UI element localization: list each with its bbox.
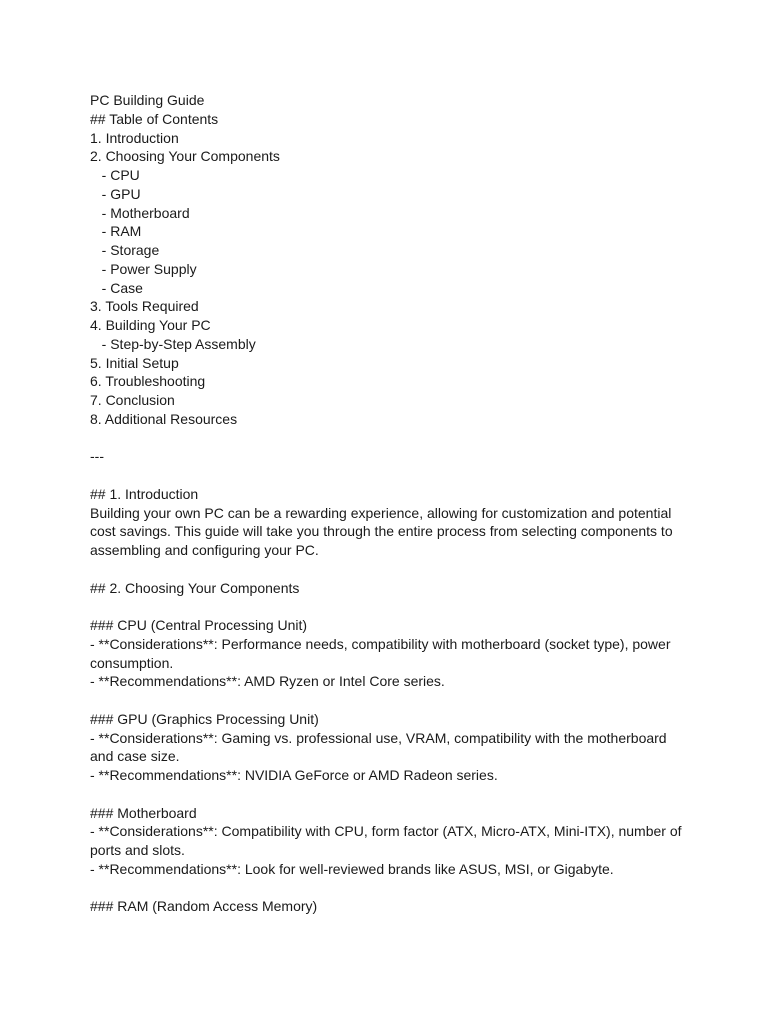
spacer <box>90 560 690 579</box>
motherboard-heading: ### Motherboard <box>90 804 197 821</box>
table-of-contents <box>90 129 690 429</box>
spacer <box>90 691 690 710</box>
toc-heading: ## Table of Contents <box>90 110 219 127</box>
cpu-heading: ### CPU (Central Processing Unit) <box>90 617 308 633</box>
components-heading: ## 2. Choosing Your Components <box>90 579 300 596</box>
gpu-heading: ### GPU (Graphics Processing Unit) <box>90 710 319 727</box>
motherboard-recommendations: - **Recommendations**: Look for well-reviewed brands like ASUS, MSI, or Gigabyte. <box>90 860 614 877</box>
intro-paragraph: Building your own PC can be a rewarding experience, allowing for customization and potential cost savings. This guide will take you through the entire process from selecting components to assembling and configuring your PC. <box>90 504 673 558</box>
toc-item: 5. Initial Setup <box>90 354 179 371</box>
toc-item: - Motherboard <box>90 204 190 221</box>
toc-item: 7. Conclusion <box>90 392 175 408</box>
toc-item: - GPU <box>90 185 141 202</box>
intro-heading: ## 1. Introduction <box>90 485 199 502</box>
toc-item: 3. Tools Required <box>90 298 199 315</box>
cpu-recommendations: - **Recommendations**: AMD Ryzen or Intel Core series. <box>90 673 445 690</box>
gpu-recommendations: - **Recommendations**: NVIDIA GeForce or AMD Radeon series. <box>90 767 498 783</box>
separator: --- <box>90 448 104 465</box>
spacer <box>90 466 690 485</box>
toc-item: - Step-by-Step Assembly <box>90 335 256 352</box>
spacer <box>90 429 690 448</box>
spacer <box>90 879 690 898</box>
toc-item: - Power Supply <box>90 260 197 277</box>
toc-item: 2. Choosing Your Components <box>90 148 280 165</box>
document-title: PC Building Guide <box>90 92 205 108</box>
toc-item: - Storage <box>90 242 160 258</box>
ram-heading: ### RAM (Random Access Memory) <box>90 898 318 915</box>
toc-item: 4. Building Your PC <box>90 317 211 333</box>
gpu-considerations: - **Considerations**: Gaming vs. professional use, VRAM, compatibility with the motherboard and case size. <box>90 729 667 765</box>
toc-item: - CPU <box>90 167 140 183</box>
toc-item: - Case <box>90 279 143 296</box>
cpu-considerations: - **Considerations**: Performance needs, compatibility with motherboard (socket type), power consumption. <box>90 635 671 671</box>
toc-item: 8. Additional Resources <box>90 410 238 427</box>
toc-item: - RAM <box>90 223 142 240</box>
spacer <box>90 785 690 804</box>
document-page <box>90 91 690 916</box>
motherboard-considerations: - **Considerations**: Compatibility with CPU, form factor (ATX, Micro-ATX, Mini-ITX), number of ports and slots. <box>90 823 682 858</box>
toc-item: 6. Troubleshooting <box>90 373 206 390</box>
spacer <box>90 597 690 616</box>
toc-item: 1. Introduction <box>90 129 179 146</box>
